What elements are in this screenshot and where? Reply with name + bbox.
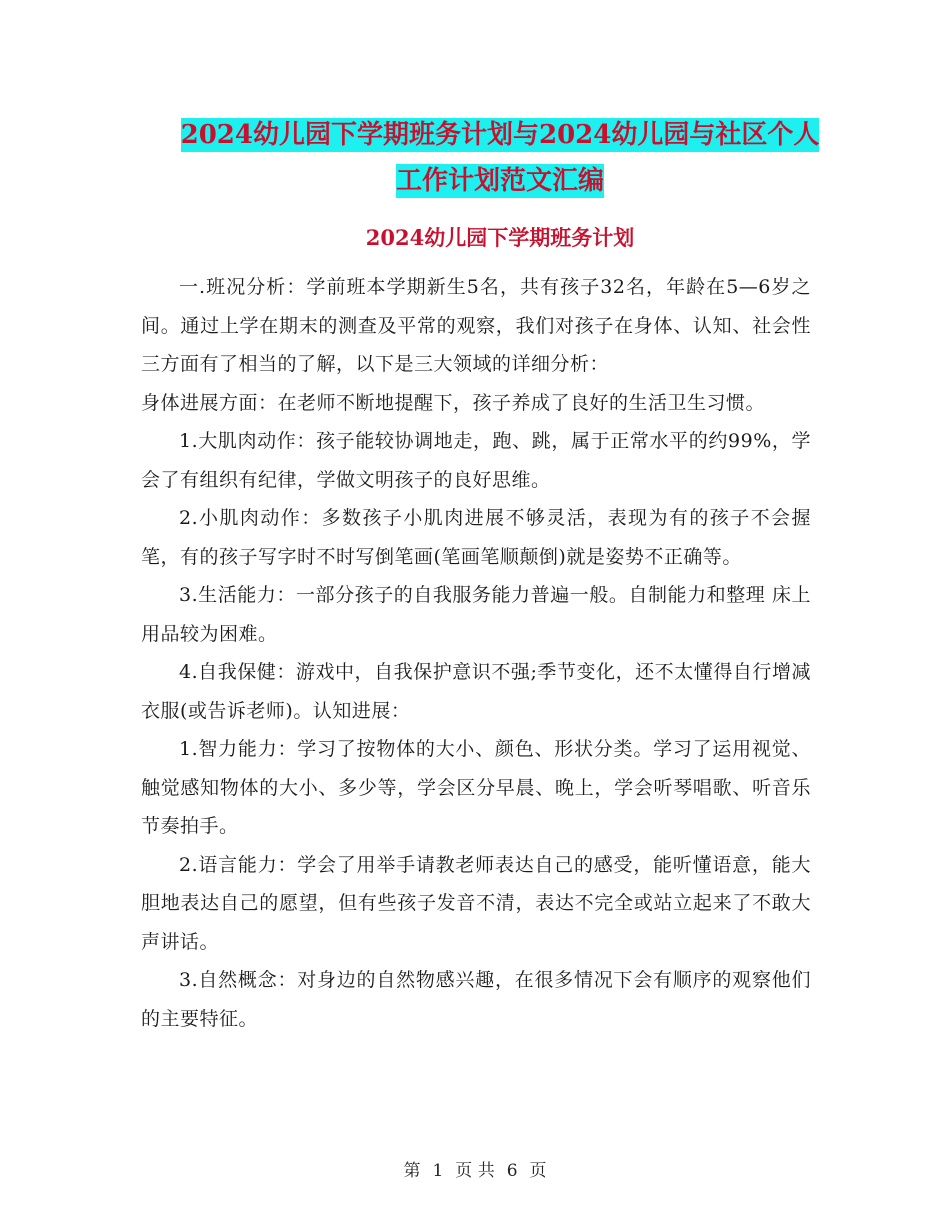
title-line-2: 工作计划范文汇编 bbox=[395, 166, 604, 196]
section-title: 2024幼儿园下学期班务计划 bbox=[365, 225, 635, 250]
page-footer bbox=[0, 1156, 950, 1181]
body-paragraph: 2.小肌肉动作：多数孩子小肌肉进展不够灵活，表现为有的孩子不会握笔，有的孩子写字时不时写倒笔画(笔画笔顺颠倒)就是姿势不正确等。 bbox=[141, 507, 811, 568]
body-paragraph: 2.语言能力：学会了用举手请教老师表达自己的感受，能听懂语意，能大胆地表达自己的愿望，但有些孩子发音不清，表达不完全或站立起来了不敢大声讲话。 bbox=[141, 853, 811, 953]
body-paragraph: 4.自我保健：游戏中，自我保护意识不强;季节变化，还不太懂得自行增减衣服(或告诉老师)。认知进展： bbox=[141, 661, 811, 722]
body-paragraph: 一.班况分析：学前班本学期新生5名，共有孩子32名，年龄在5—6岁之间。通过上学在期末的测查及平常的观察，我们对孩子在身体、认知、社会性三方面有了相当的了解，以下是三大领域的详细分析： bbox=[141, 276, 811, 375]
footer-current-page: 1 bbox=[432, 1161, 444, 1181]
document-body bbox=[141, 268, 811, 1038]
body-paragraph: 3.自然概念：对身边的自然物感兴趣，在很多情况下会有顺序的观察他们的主要特征。 bbox=[141, 969, 811, 1030]
footer-total-pages: 6 bbox=[506, 1161, 518, 1181]
document-title bbox=[140, 112, 860, 204]
body-paragraph: 身体进展方面：在老师不断地提醒下，孩子养成了良好的生活卫生习惯。 bbox=[141, 391, 766, 414]
footer-mid: 页 共 bbox=[455, 1161, 495, 1181]
footer-prefix: 第 bbox=[403, 1161, 421, 1181]
body-paragraph: 3.生活能力：一部分孩子的自我服务能力普遍一般。自制能力和整理 床上用品较为困难。 bbox=[141, 584, 811, 645]
body-paragraph: 1.大肌肉动作：孩子能较协调地走，跑、跳，属于正常水平的约99%，学会了有组织有纪律，学做文明孩子的良好思维。 bbox=[141, 430, 811, 491]
body-paragraph: 1.智力能力：学习了按物体的大小、颜色、形状分类。学习了运用视觉、触觉感知物体的大小、多少等，学会区分早晨、晚上，学会听琴唱歌、听音乐节奏拍手。 bbox=[141, 738, 811, 837]
title-line-1: 2024幼儿园下学期班务计划与2024幼儿园与社区个人 bbox=[180, 120, 820, 150]
footer-suffix: 页 bbox=[529, 1161, 547, 1181]
